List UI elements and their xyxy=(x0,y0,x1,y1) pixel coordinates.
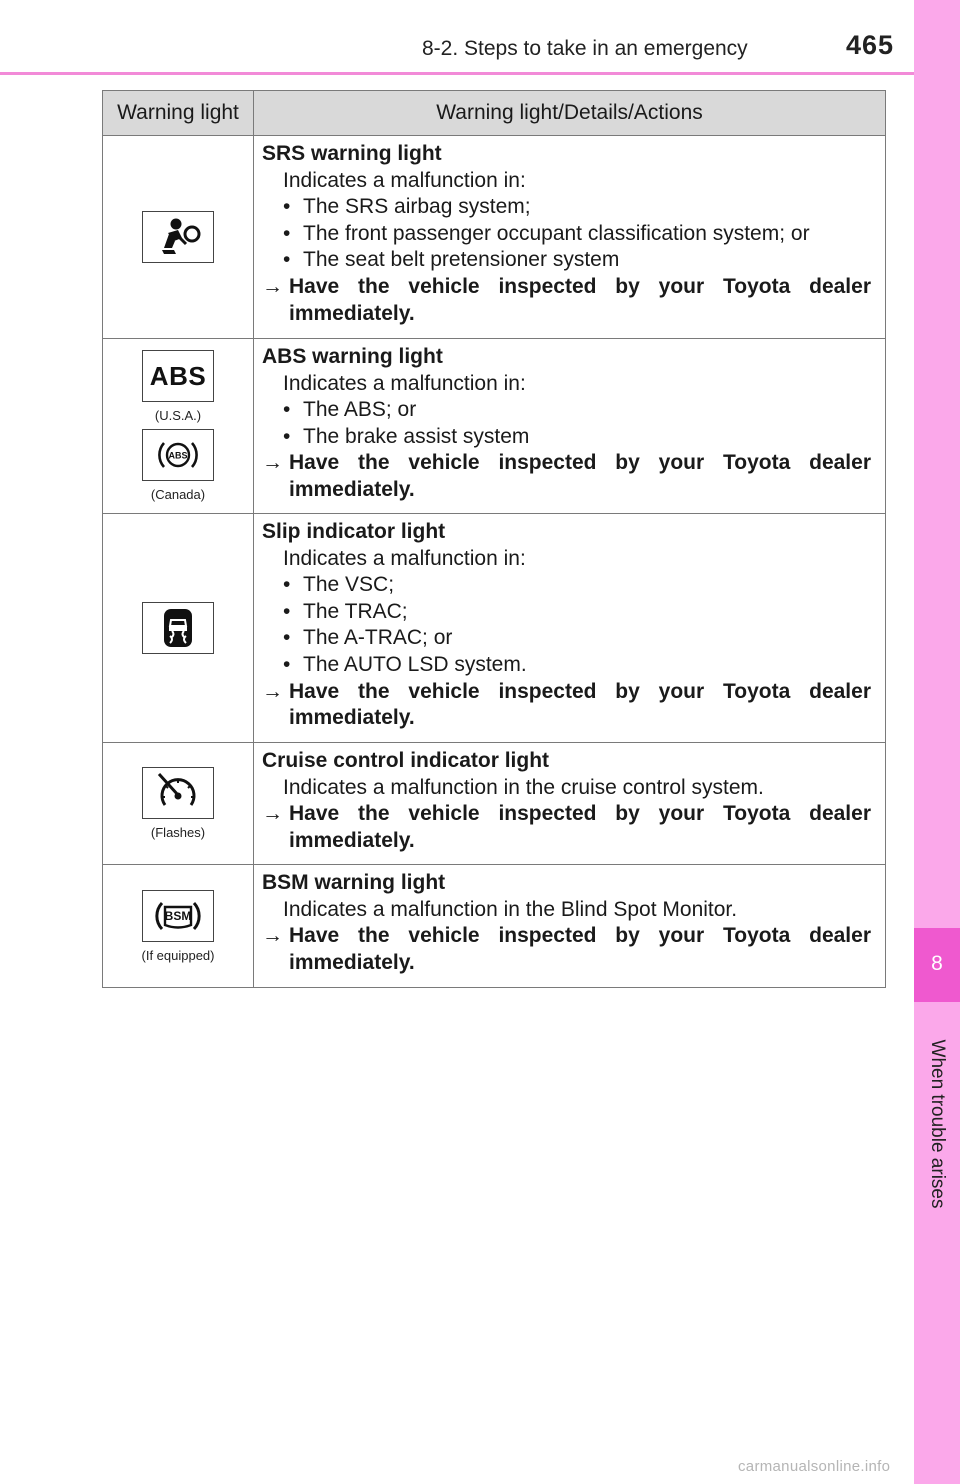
arrow-icon: → xyxy=(262,274,283,298)
warning-intro: Indicates a malfunction in the cruise control system. xyxy=(283,775,764,799)
warning-intro: Indicates a malfunction in: xyxy=(283,546,526,570)
icon-cell xyxy=(103,743,254,865)
warning-intro: Indicates a malfunction in: xyxy=(283,168,526,192)
warning-lights-table xyxy=(102,90,886,988)
chapter-title: When trouble arises xyxy=(927,1039,948,1209)
list-item: • The brake assist system xyxy=(283,424,530,448)
icon-cell xyxy=(103,339,254,514)
warning-intro: Indicates a malfunction in the Blind Spot Monitor. xyxy=(283,897,738,921)
icon-caption: (U.S.A.) xyxy=(154,408,202,423)
header-rule xyxy=(0,72,914,75)
chapter-number-tab xyxy=(914,928,960,1002)
warning-title: BSM warning light xyxy=(262,871,446,894)
arrow-icon: → xyxy=(262,924,283,948)
slip-indicator-icon xyxy=(142,602,214,654)
arrow-icon: → xyxy=(262,802,283,826)
icon-caption: (If equipped) xyxy=(141,947,215,963)
abs-circle-icon xyxy=(142,429,214,481)
action-text: → Have the vehicle inspected by your Toyota dealer immediately. xyxy=(262,450,871,503)
list-item: • The seat belt pretensioner system xyxy=(283,248,620,272)
cruise-control-icon xyxy=(142,767,214,819)
action-text: → Have the vehicle inspected by your Toyota dealer immediately. xyxy=(262,801,871,854)
list-item: • The A-TRAC; or xyxy=(283,626,453,650)
warning-intro: Indicates a malfunction in: xyxy=(283,371,526,395)
details-cell xyxy=(254,136,886,339)
list-item: • The TRAC; xyxy=(283,599,408,623)
page-number: 465 xyxy=(846,30,895,60)
table-row xyxy=(103,743,886,865)
action-text: → Have the vehicle inspected by your Toyota dealer immediately. xyxy=(262,274,871,327)
abs-text-icon: ABS xyxy=(142,350,214,402)
table-row xyxy=(103,339,886,514)
srs-airbag-icon xyxy=(142,211,214,263)
warning-title: Cruise control indicator light xyxy=(262,749,550,772)
icon-cell xyxy=(103,514,254,743)
table-row xyxy=(103,136,886,339)
list-item: • The SRS airbag system; xyxy=(283,195,531,219)
svg-text:ABS: ABS xyxy=(168,450,188,461)
details-cell xyxy=(254,514,886,743)
section-title: 8-2. Steps to take in an emergency xyxy=(422,37,748,60)
arrow-icon: → xyxy=(262,679,283,703)
warning-title: SRS warning light xyxy=(262,142,442,165)
icon-caption: (Canada) xyxy=(150,487,206,502)
arrow-icon: → xyxy=(262,451,283,475)
column-header-warning-light: Warning light xyxy=(103,91,254,136)
icon-cell xyxy=(103,865,254,988)
details-cell xyxy=(254,339,886,514)
action-text: → Have the vehicle inspected by your Toyota dealer immediately. xyxy=(262,923,871,976)
details-cell xyxy=(254,743,886,865)
list-item: • The AUTO LSD system. xyxy=(283,652,527,676)
icon-cell xyxy=(103,136,254,339)
table-row xyxy=(103,514,886,743)
action-text: → Have the vehicle inspected by your Toyota dealer immediately. xyxy=(262,679,871,732)
icon-caption: (Flashes) xyxy=(150,825,206,840)
list-item: • The front passenger occupant classification system; or xyxy=(283,221,810,245)
warning-title: ABS warning light xyxy=(262,345,443,368)
table-header-row xyxy=(103,91,886,136)
table-row xyxy=(103,865,886,988)
chapter-number: 8 xyxy=(931,952,943,975)
list-item: • The VSC; xyxy=(283,573,395,597)
details-cell xyxy=(254,865,886,988)
watermark: carmanualsonline.info xyxy=(738,1458,891,1475)
column-header-details: Warning light/Details/Actions xyxy=(254,91,886,136)
chapter-side-tab xyxy=(914,0,960,1484)
svg-text:BSM: BSM xyxy=(164,908,192,923)
list-item: • The ABS; or xyxy=(283,398,417,422)
warning-title: Slip indicator light xyxy=(262,520,446,543)
bsm-icon xyxy=(142,890,214,942)
